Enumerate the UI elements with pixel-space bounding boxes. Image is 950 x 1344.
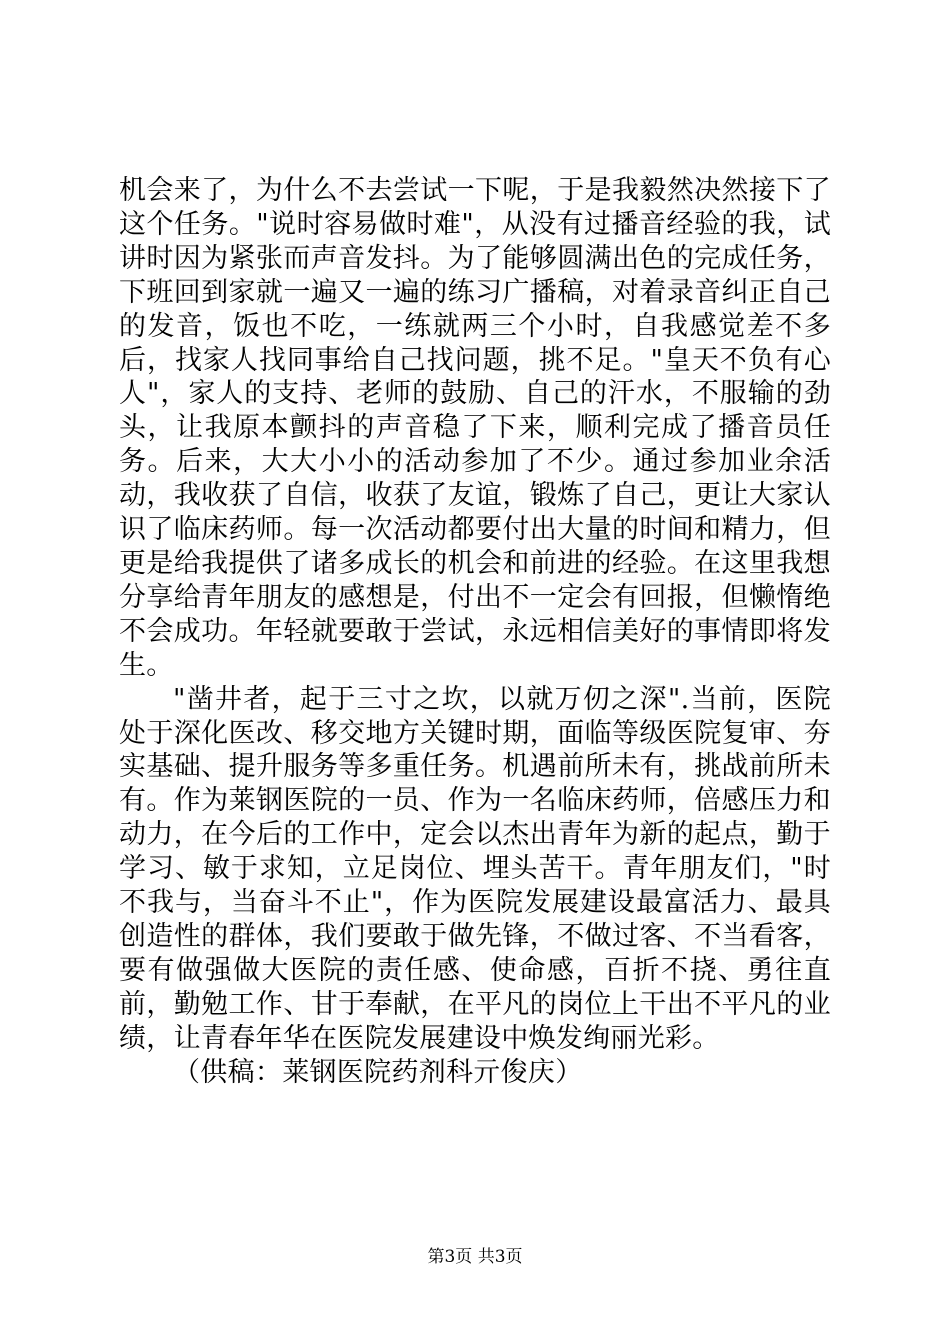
paragraph-continuation: 机会来了，为什么不去尝试一下呢，于是我毅然决然接下了这个任务。"说时容易做时难"，从没有过播音经验的我，试讲时因为紧张而声音发抖。为了能够圆满出色的完成任务，下班回到家就一遍又一遍的练习广播稿，对着录音纠正自己的发音，饭也不吃，一练就两三个小时，自我感觉差不多后，找家人找同事给自己找问题，挑不足。"皇天不负有心人"，家人的支持、老师的鼓励、自己的汗水，不服输的劲头，让我原本颤抖的声音稳了下来，顺利完成了播音员任务。后来，大大小小的活动参加了不少。通过参加业余活动，我收获了自信，收获了友谊，锻炼了自己，更让大家认识了临床药师。每一次活动都要付出大量的时间和精力，但更是给我提供了诸多成长的机会和前进的经验。在这里我想分享给青年朋友的感想是，付出不一定会有回报，但懒惰绝不会成功。年轻就要敢于尝试，永远相信美好的事情即将发生。 (119, 175, 831, 681)
document-body (119, 174, 831, 1089)
paragraph-main: "凿井者，起于三寸之坎，以就万仞之深".当前，医院处于深化医改、移交地方关键时期，面临等级医院复审、夯实基础、提升服务等多重任务。机遇前所未有，挑战前所未有。作为莱钢医院的一员、作为一名临床药师，倍感压力和动力，在今后的工作中，定会以杰出青年为新的起点，勤于学习、敏于求知，立足岗位、埋头苦干。青年朋友们，"时不我与，当奋斗不止"，作为医院发展建设最富活力、最具创造性的群体，我们要敢于做先锋，不做过客、不当看客，要有做强做大医院的责任感、使命感，百折不挠、勇往直前，勤勉工作、甘于奉献，在平凡的岗位上干出不平凡的业绩，让青春年华在医院发展建设中焕发绚丽光彩。 (119, 683, 831, 1054)
page-number-label: 第3页 共3页 (427, 1247, 523, 1267)
page-footer (0, 1245, 950, 1269)
author-credit: （供稿：莱钢医院药剂科亓俊庆） (173, 1056, 583, 1088)
